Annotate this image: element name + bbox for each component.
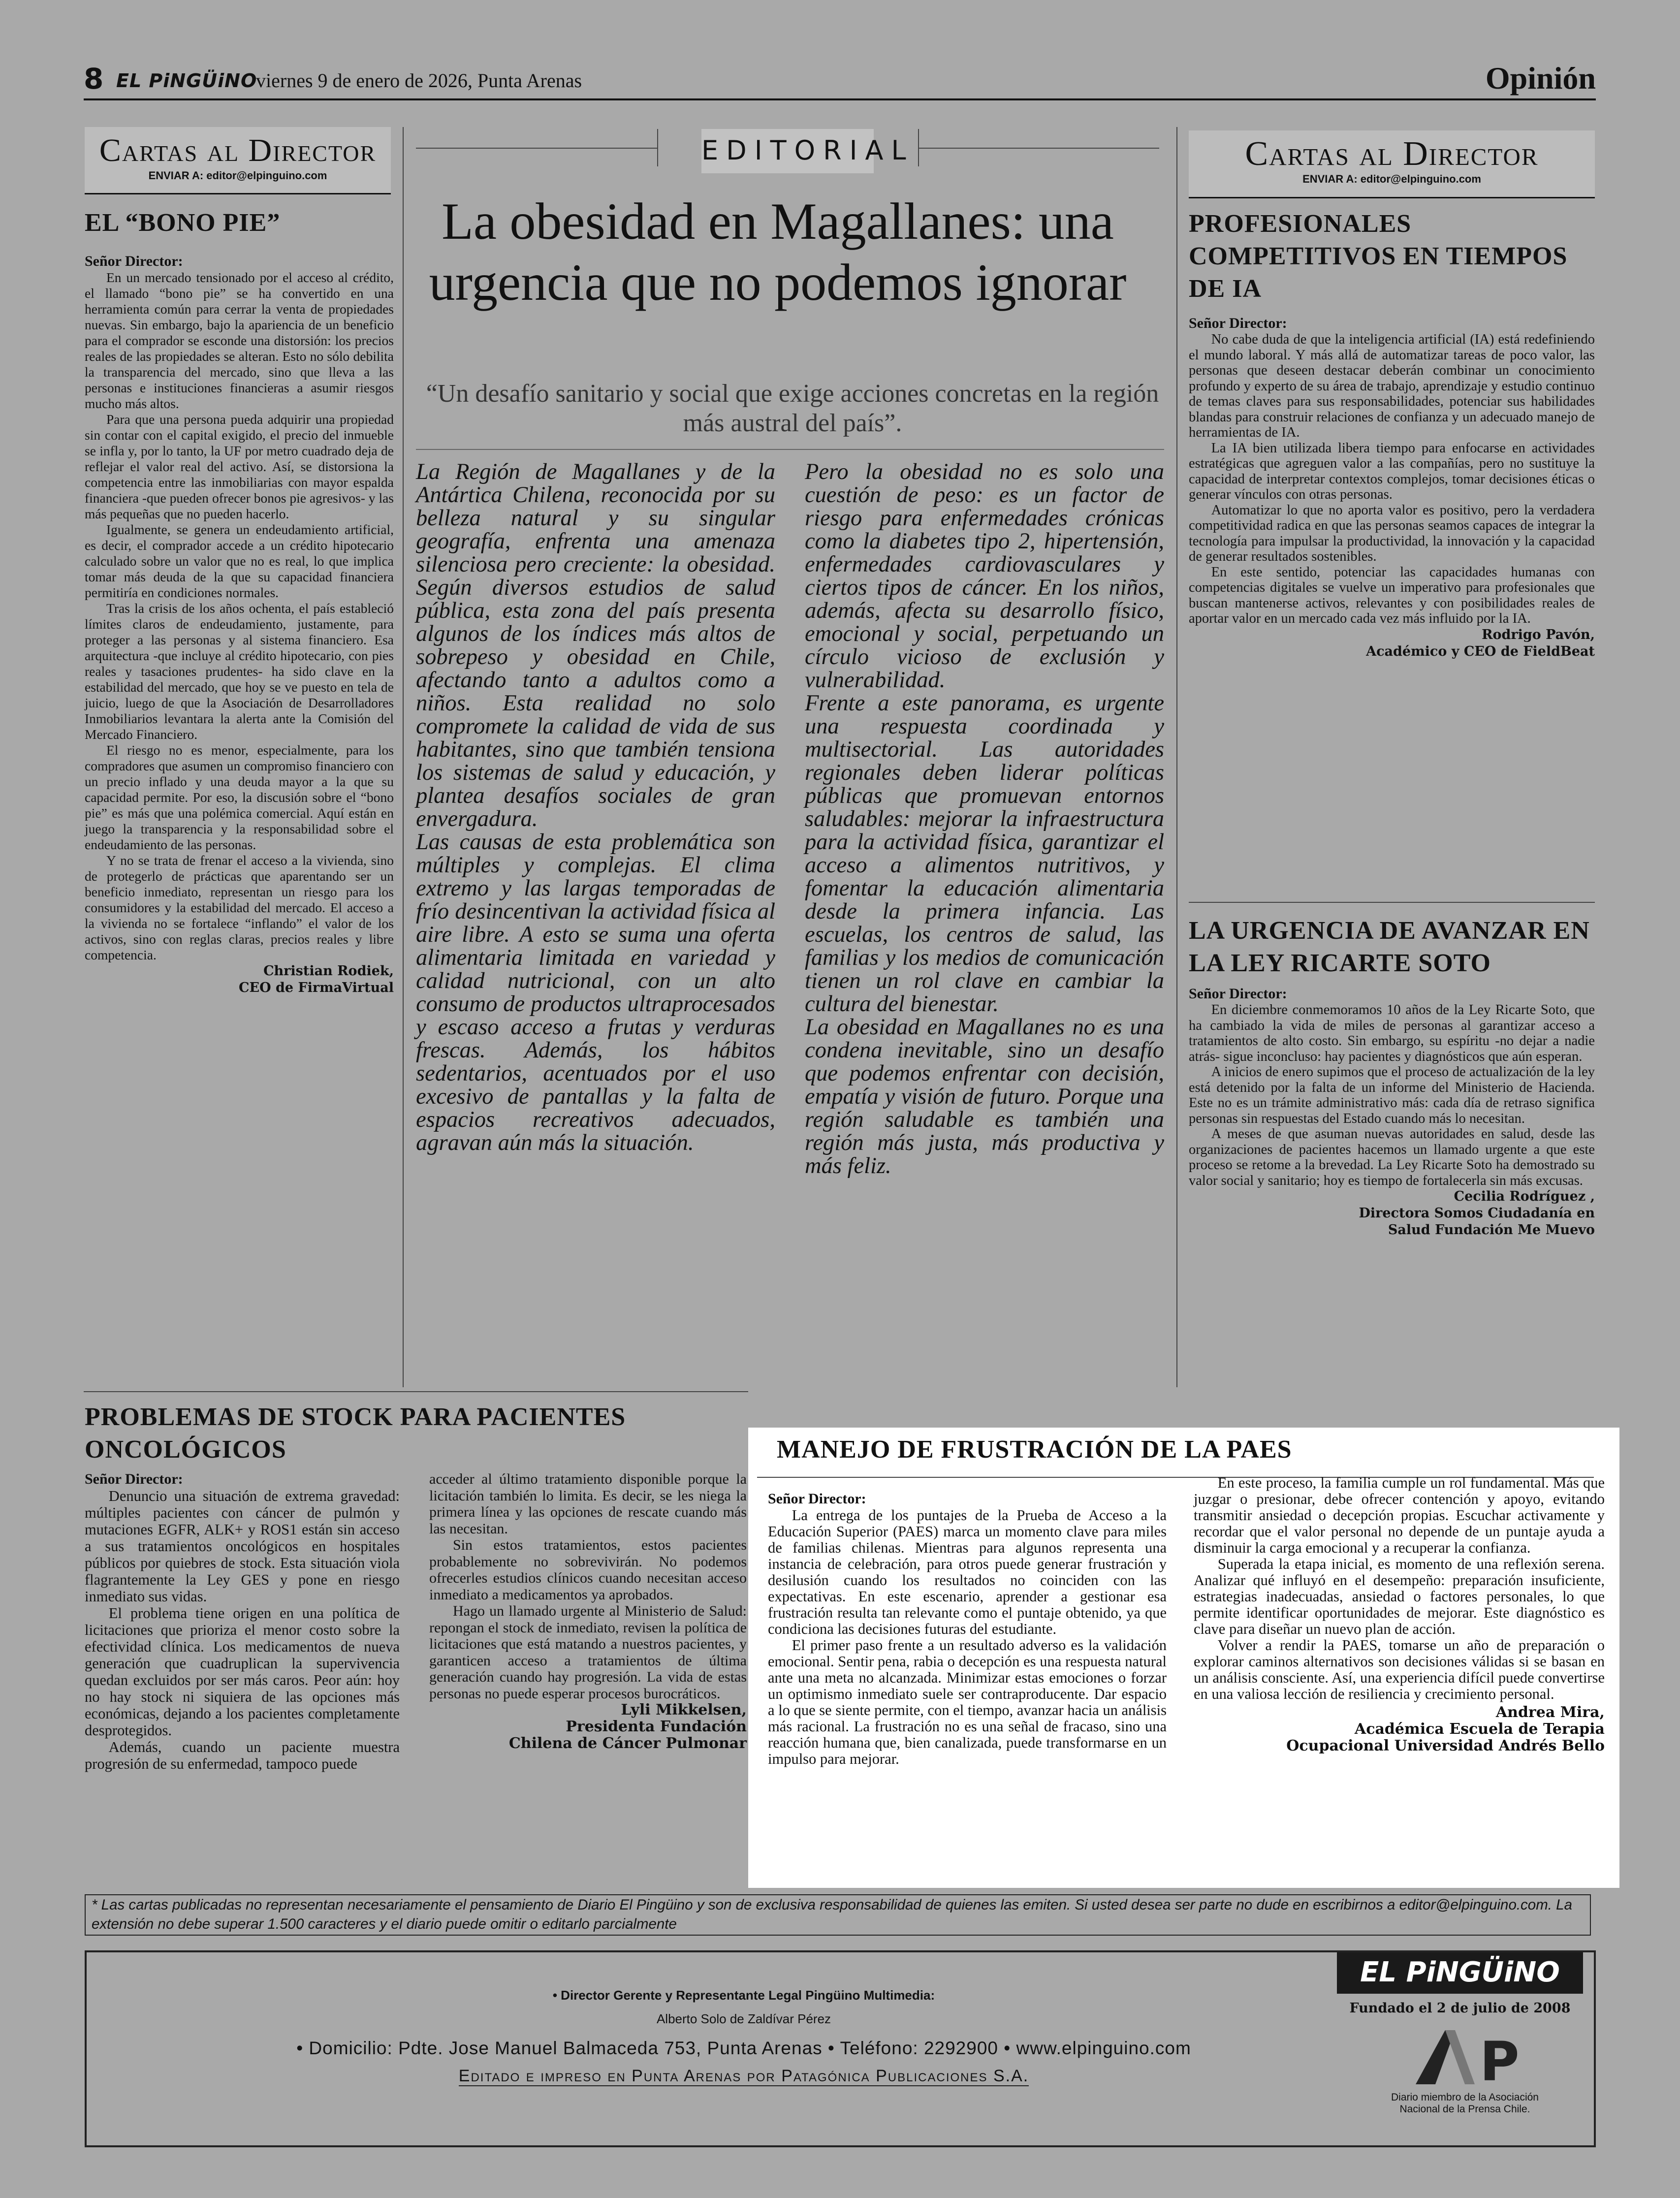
header-rule xyxy=(84,98,1596,100)
editorial-col-2 xyxy=(805,460,1164,1178)
section-rule xyxy=(84,1391,748,1392)
paes-col-2 xyxy=(1194,1475,1605,1754)
editorial-paragraph: Las causas de esta problemática son múltiples y complejas. El clima extremo y las largas temporadas de frío desincentivan la actividad física al aire libre. A esto se suma una oferta alimentaria limitada en variedad y calidad nutricional, con un alto consumo de productos ultraprocesados y escaso acceso a frutas y verduras frescas. Además, los hábitos sedentarios, acentuados por el uso excesivo de pantallas y la falta de espacios recreativos adecuados, agravan aún más la situación. xyxy=(416,829,775,1155)
signature-role: Ocupacional Universidad Andrés Bello xyxy=(1286,1737,1605,1754)
editorial-paragraph: Frente a este panorama, es urgente una respuesta coordinada y multisectorial. Las autoridades regionales deben liderar políticas públicas que promuevan entornos saludables: mejorar la infraestructura para la actividad física, garantizar el acceso a alimentos nutritivos, y fomentar la educación alimentaria desde la primera infancia. Las escuelas, los centros de salud, las familias y los medios de comunicación tienen un rol clave en cambiar la cultura del bienestar. xyxy=(805,691,1164,1017)
footer-address: • Domicilio: Pdte. Jose Manuel Balmaceda 753, Punta Arenas • Teléfono: 2292900 • www.elpinguino.com xyxy=(296,2038,1191,2058)
column-divider xyxy=(403,127,404,1387)
editorial-paragraph: Pero la obesidad no es solo una cuestión de peso: es un factor de riesgo para enfermedades crónicas como la diabetes tipo 2, hipertensión, enfermedades cardiovasculares y ciertos tipos de cáncer. En los niños, además, afecta su desarrollo físico, emocional y social, perpetuando un círculo vicioso de exclusión y vulnerabilidad. xyxy=(805,459,1164,693)
letter-body xyxy=(1189,1002,1595,1188)
letter-divider xyxy=(1189,902,1595,903)
section-title: Opinión xyxy=(1485,61,1596,96)
letter-title: LA URGENCIA DE AVANZAR EN LA LEY RICARTE SOTO xyxy=(1189,917,1590,977)
paragraph: Denuncio una situación de extrema gravedad: múltiples pacientes con cáncer de pulmón y mutaciones EGFR, ALK+ y ROS1 están sin acceso a sus tratamientos oncológicos en hospitales públicos por quiebres de stock. Esta situación viola flagrantemente la Ley GES y pone en riesgo inmediato sus vidas. xyxy=(85,1488,400,1605)
editorial-col-1 xyxy=(416,460,775,1154)
editorial-label: EDITORIAL xyxy=(701,129,874,173)
paragraph: En este sentido, potenciar las capacidades humanas con competencias digitales se vuelve un imperativo para profesionales que buscan mantenerse activos, relevantes y con posibilidades reales de aportar valor en un mercado cada vez más influido por la IA. xyxy=(1189,564,1595,626)
signature-role: Chilena de Cáncer Pulmonar xyxy=(508,1735,747,1752)
cartas-title: Cartas al Director xyxy=(99,132,377,168)
editorial-rule-cap xyxy=(657,129,658,166)
paragraph: Superada la etapa inicial, es momento de una reflexión serena. Analizar qué influyó en el desempeño: preparación insuficiente, estrategias inadecuadas, ansiedad o factores personales, lo que permite identificar oportunidades de mejorar. Este diagnóstico es clave para diseñar un nuevo plan de acción. xyxy=(1194,1556,1605,1637)
paragraph: A inicios de enero supimos que el proceso de actualización de la ley está detenido por la falta de un informe del Ministerio de Hacienda. Este no es un trámite administrativo más: cada día de retraso significa personas sin respuestas del Estado cuando más lo necesitan. xyxy=(1189,1064,1595,1126)
editorial-headline: La obesidad en Magallanes: una urgencia que no podemos ignorar xyxy=(429,192,1127,311)
paragraph: El riesgo no es menor, especialmente, para los compradores que asumen un compromiso financiero con un precio inflado y una deuda mayor a la que su capacidad permite. Por eso, la discusión sobre el “bono pie” es más que una polémica comercial. Aquí están en juego la transparencia y la responsabilidad sobre el endeudamiento de las personas. xyxy=(85,742,394,852)
director-label: • Director Gerente y Representante Legal Pingüino Multimedia: xyxy=(552,1988,935,2003)
letter-title: MANEJO DE FRUSTRACIÓN DE LA PAES xyxy=(777,1435,1292,1464)
paragraph: En este proceso, la familia cumple un rol fundamental. Más que juzgar o presionar, debe ofrecer contención y apoyo, evitando transmitir ansiedad o decepción propias. Escuchar activamente y recordar que el valor personal no depende de un puntaje ayuda a disminuir la carga emocional y a recuperar la confianza. xyxy=(1194,1474,1605,1556)
letter-ia xyxy=(1189,208,1595,660)
cartas-box-left xyxy=(85,127,391,194)
paragraph: La IA bien utilizada libera tiempo para enfocarse en actividades estratégicas que agreguen valor a las compañías, pero no sustituye la capacidad de interpretar contextos complejos, tomar decisiones éticas o generar vínculos con otras personas. xyxy=(1189,440,1595,502)
editorial-subtitle: “Un desafío sanitario y social que exige acciones concretas en la región más austral del país”. xyxy=(426,380,1159,437)
letter-body xyxy=(429,1471,747,1702)
letter-title: PROFESIONALES COMPETITIVOS EN TIEMPOS DE IA xyxy=(1189,210,1568,303)
paragraph: En un mercado tensionado por el acceso al crédito, el llamado “bono pie” se ha convertido en una herramienta común para cerrar la venta de propiedades nuevas. Sin embargo, bajo la apariencia de un beneficio para el comprador se esconde una distorsión: los precios reales de las propiedades se alteran. Esto no sólo debilita la transparencia del mercado, sino que lleva a las personas e instituciones financieras a asumir riesgos mucho más altos. xyxy=(85,270,394,411)
stock-col-2 xyxy=(429,1471,747,1752)
signature-role: CEO de FirmaVirtual xyxy=(239,980,394,995)
director-name: Alberto Solo de Zaldívar Pérez xyxy=(656,2011,831,2026)
letter-bono-pie xyxy=(85,207,394,996)
paragraph: A meses de que asuman nuevas autoridades en salud, desde las organizaciones de pacientes hacemos un llamado urgente a que este proceso se retome a la brevedad. La Ley Ricarte Soto ha demostrado su valor social y sanitario; hoy es tiempo de fortalecerla sin más excusas. xyxy=(1189,1126,1595,1188)
signature-role: Académico y CEO de FieldBeat xyxy=(1366,643,1595,659)
cartas-title: Cartas al Director xyxy=(1245,135,1539,173)
disclaimer: * Las cartas publicadas no representan necesariamente el pensamiento de Diario El Pingüino y son de exclusiva responsabilidad de quienes las emiten. Si usted desea ser parte no dude en escribirnos a editor@elpinguino.com. La extensión no debe superar 1.500 caracteres y el diario puede omitir o editarlo parcialmente xyxy=(85,1894,1591,1936)
signature-role: Presidenta Fundación xyxy=(566,1718,747,1735)
paragraph: En diciembre conmemoramos 10 años de la Ley Ricarte Soto, que ha cambiado la vida de miles de personas al garantizar acceso a tratamientos de alto costo. Sin embargo, su espíritu -no dejar a nadie atrás- sigue inconcluso: hay pacientes y diagnósticos que aún esperan. xyxy=(1189,1002,1595,1064)
signature-name: Andrea Mira, xyxy=(1495,1704,1605,1721)
anp-logo xyxy=(1406,2025,1529,2089)
anp-caption: Nacional de la Prensa Chile. xyxy=(1399,2103,1530,2115)
signature-name: Christian Rodiek, xyxy=(263,963,394,979)
paragraph: Igualmente, se genera un endeudamiento artificial, es decir, el comprador accede a un crédito hipotecario calculado sobre un valor que no es real, lo que implica tomar más deuda de la que su capacidad financiera permitiría en condiciones normales. xyxy=(85,522,394,600)
paragraph: Sin estos tratamientos, estos pacientes probablemente no sobrevivirán. No podemos ofrecerles estudios clínicos cuando necesitan acceso inmediato a medicamentos ya aprobados. xyxy=(429,1537,747,1603)
paragraph: No cabe duda de que la inteligencia artificial (IA) está redefiniendo el mundo laboral. Y más allá de automatizar tareas de poco valor, las personas que deseen destacar deberán combinar un conocimiento profundo y experto de su área de trabajo, aprendizaje y estudio continuo de temas claves para sus responsabilidades, potenciar sus habilidades blandas para construir relaciones de confianza y un adecuado manejo de herramientas de IA. xyxy=(1189,332,1595,440)
letter-body xyxy=(1189,332,1595,627)
footer-box xyxy=(85,1950,1596,2147)
paragraph: La entrega de los puntajes de la Prueba de Acceso a la Educación Superior (PAES) marca un momento clave para miles de familias chilenas. Mientras para algunos representa una instancia de celebración, para otros puede generar frustración y desilusión cuando los resultados no coinciden con las expectativas. En este escenario, aprender a gestionar esa frustración resulta tan relevante como el puntaje obtenido, ya que condiciona las decisiones futuras del estudiante. xyxy=(768,1507,1167,1637)
footer-logo: EL PiNGÜiNO xyxy=(1337,1952,1583,1994)
editorial-rule-left xyxy=(416,148,657,149)
salutation: Señor Director: xyxy=(85,1471,183,1487)
anp-caption: Diario miembro de la Asociación xyxy=(1391,2092,1539,2103)
paragraph: acceder al último tratamiento disponible porque la licitación también lo limita. Es decir, se les niega la primera línea y las opciones de rescate cuando más las necesitan. xyxy=(429,1471,747,1537)
letter-body xyxy=(85,1488,400,1772)
signature-name: Lyli Mikkelsen, xyxy=(621,1701,747,1719)
signature-name: Rodrigo Pavón, xyxy=(1482,627,1595,642)
paragraph: Volver a rendir la PAES, tomarse un año de preparación o explorar caminos alternativos son decisiones válidas si se basan en un análisis consciente. Así, una experiencia difícil puede convertirse en una valiosa lección de resiliencia y crecimiento personal. xyxy=(1194,1637,1605,1702)
column-divider xyxy=(1176,127,1177,1387)
letter-ricarte-soto xyxy=(1189,915,1595,1239)
letter-title: PROBLEMAS DE STOCK PARA PACIENTES ONCOLÓGICOS xyxy=(85,1403,626,1464)
salutation: Señor Director: xyxy=(768,1491,866,1507)
letter-stock xyxy=(85,1401,749,1874)
paragraph: Tras la crisis de los años ochenta, el país estableció límites claros de endeudamiento, justamente, para proteger a las personas y al sistema financiero. Esa arquitectura -que incluye al crédito hipotecario, con pies reales y tasaciones prudentes- ha sido clave en la estabilidad del mercado, que hoy se ve puesto en tela de juicio, luego de que la Asociación de Desarrolladores Inmobiliarios levantara la alerta ante la Comisión del Mercado Financiero. xyxy=(85,601,394,742)
editorial-paragraph: La obesidad en Magallanes no es una condena inevitable, sino un desafío que podemos enfrentar con decisión, empatía y visión de futuro. Porque una región saludable es también una región más justa, más productiva y más feliz. xyxy=(805,1015,1164,1179)
cartas-email: ENVIAR A: editor@elpinguino.com xyxy=(1302,173,1481,185)
paragraph: El problema tiene origen en una política de licitaciones que prioriza el menor costo sobre la efectividad clínica. Los medicamentos de nueva generación que cuadruplican la supervivencia quedan excluidos por ser más caros. Peor aún: hoy no hay stock ni siquiera de las opciones más económicas, dejando a los pacientes completamente desprotegidos. xyxy=(85,1605,400,1739)
letter-title: EL “BONO PIE” xyxy=(85,209,281,237)
paragraph: Además, cuando un paciente muestra progresión de su enfermedad, tampoco puede xyxy=(85,1739,400,1772)
paes-col-1 xyxy=(768,1491,1167,1767)
founded-date: Fundado el 2 de julio de 2008 xyxy=(1349,2001,1571,2016)
footer-printed: Editado e impreso en Punta Arenas por Patagónica Publicaciones S.A. xyxy=(458,2067,1029,2085)
page-header xyxy=(84,59,1596,103)
paragraph: Y no se trata de frenar el acceso a la vivienda, sino de protegerlo de prácticas que aparentando ser un beneficio inmediato, representan un riesgo para los consumidores y la estabilidad del mercado. El acceso a la vivienda no se fortalece “inflando” el valor de los activos, sino con reglas claras, precios reales y libre competencia. xyxy=(85,853,394,962)
header-logo: EL PiNGÜiNO xyxy=(116,70,257,92)
cartas-email: ENVIAR A: editor@elpinguino.com xyxy=(148,169,327,182)
signature-role: Académica Escuela de Terapia xyxy=(1354,1720,1605,1738)
paragraph: Para que una persona pueda adquirir una propiedad sin contar con el capital exigido, el precio del inmueble se infla y, por lo tanto, la UF por metro cuadrado deja de reflejar el valor real del activo. Así, se distorsiona la competencia entre las inmobiliarias con mayor espalda financiera -que pueden ofrecer bonos pie agresivos- y las más pequeñas que no pueden hacerlo. xyxy=(85,412,394,521)
paragraph: Hago un llamado urgente al Ministerio de Salud: repongan el stock de inmediato, revisen la política de licitaciones que está matando a nuestros pacientes, y garanticen acceso a tratamientos de última generación cuando hay progresión. La vida de estas personas no puede esperar procesos burocráticos. xyxy=(429,1603,747,1702)
letter-paes xyxy=(748,1428,1619,1888)
paragraph: Automatizar lo que no aporta valor es positivo, pero la verdadera competitividad radica en que las personas seamos capaces de integrar la tecnología para impulsar la productividad, la innovación y la capacidad de generar resultados sostenibles. xyxy=(1189,502,1595,564)
letter-body xyxy=(768,1507,1167,1767)
anp-icon xyxy=(1406,2025,1529,2089)
salutation: Señor Director: xyxy=(1189,986,1287,1002)
letter-body xyxy=(1194,1475,1605,1702)
editorial-sub-rule xyxy=(416,449,1164,450)
editorial-rule-right xyxy=(918,148,1159,149)
signature-name: Cecilia Rodríguez , xyxy=(1454,1189,1595,1204)
header-date: viernes 9 de enero de 2026, Punta Arenas xyxy=(256,69,582,92)
salutation: Señor Director: xyxy=(85,253,183,269)
signature-role: Salud Fundación Me Muevo xyxy=(1388,1222,1595,1238)
signature-role: Directora Somos Ciudadanía en xyxy=(1359,1206,1595,1221)
svg-text:P: P xyxy=(1480,2030,1520,2089)
editorial-paragraph: La Región de Magallanes y de la Antártica Chilena, reconocida por su belleza natural y su singular geografía, enfrenta una amenaza silenciosa pero creciente: la obesidad. Según diversos estudios de salud pública, esta zona del país presenta algunos de los índices más altos de sobrepeso y obesidad en Chile, afectando tanto a adultos como a niños. Esta realidad no solo compromete la calidad de vida de sus habitantes, sino que también tensiona los sistemas de salud y educación, y plantea desafíos sociales de gran envergadura. xyxy=(416,459,775,831)
page-number: 8 xyxy=(84,62,104,96)
stock-col-1 xyxy=(85,1471,400,1772)
paragraph: El primer paso frente a un resultado adverso es la validación emocional. Sentir pena, rabia o decepción es una respuesta natural ante una meta no alcanzada. Minimizar estas emociones o forzar un optimismo inmediato suele ser contraproducente. Dar espacio a lo que se siente permite, con el tiempo, avanzar hacia un análisis más racional. La frustración no es una señal de fracaso, sino una reacción humana que, bien canalizada, puede transformarse en un impulso para mejorar. xyxy=(768,1637,1167,1767)
cartas-box-right xyxy=(1189,130,1595,198)
letter-body xyxy=(85,270,394,963)
salutation: Señor Director: xyxy=(1189,315,1287,331)
